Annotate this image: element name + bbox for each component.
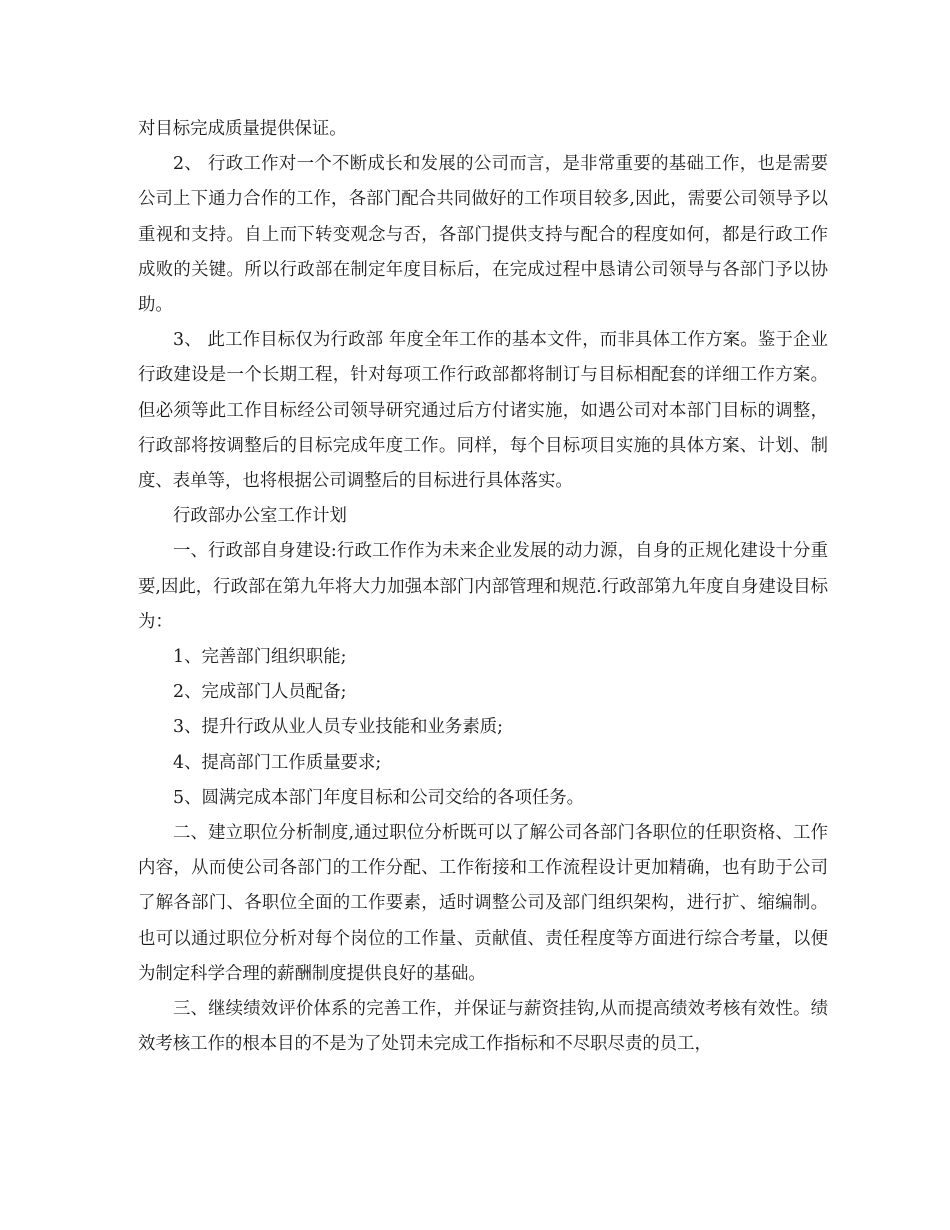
- paragraph-section-1: 一、行政部自身建设:行政工作作为未来企业发展的动力源，自身的正规化建设十分重要,因此，行政部在第九年将大力加强本部门内部管理和规范.行政部第九年度自身建设目标为：: [138, 541, 828, 632]
- paragraph-point-2: 2、 行政工作对一个不断成长和发展的公司而言，是非常重要的基础工作，也是需要公司上下通力合作的工作，各部门配合共同做好的工作项目较多,因此，需要公司领导予以重视和支持。自上而下转变观念与否，各部门提供支持与配合的程度如何，都是行政工作成败的关键。所以行政部在制定年度目标后，在完成过程中恳请公司领导与各部门予以协助。: [138, 154, 828, 316]
- paragraph-section-2: 二、建立职位分析制度,通过职位分析既可以了解公司各部门各职位的任职资格、工作内容，从而使公司各部门的工作分配、工作衔接和工作流程设计更加精确，也有助于公司了解各部门、各职位全面的工作要素，适时调整公司及部门组织架构，进行扩、缩编制。也可以通过职位分析对每个岗位的工作量、贡献值、责任程度等方面进行综合考量，以便为制定科学合理的薪酬制度提供良好的基础。: [138, 823, 828, 984]
- list-item: 2、完成部门人员配备;: [173, 682, 347, 703]
- list-item: 5、圆满完成本部门年度目标和公司交给的各项任务。: [173, 787, 585, 808]
- list-item: 1、完善部门组织职能;: [173, 647, 347, 668]
- section-heading: 行政部办公室工作计划: [173, 506, 347, 527]
- paragraph-section-3: 三、继续绩效评价体系的完善工作，并保证与薪资挂钩,从而提高绩效考核有效性。绩效考核工作的根本目的不是为了处罚未完成工作指标和不尽职尽责的员工，: [138, 999, 828, 1055]
- paragraph-intro-continuation: 对目标完成质量提供保证。: [138, 119, 347, 139]
- paragraph-point-3: 3、 此工作目标仅为行政部 年度全年工作的基本文件，而非具体工作方案。鉴于企业行政建设是一个长期工程，针对每项工作行政部都将制订与目标相配套的详细工作方案。但必须等此工作目标经公司领导研究通过后方付诸实施，如遇公司对本部门目标的调整，行政部将按调整后的目标完成年度工作。同样，每个目标项目实施的具体方案、计划、制度、表单等，也将根据公司调整后的目标进行具体落实。: [138, 330, 828, 492]
- list-item: 4、提高部门工作质量要求;: [173, 752, 382, 773]
- document-body: [138, 112, 828, 1062]
- list-item: 3、提升行政从业人员专业技能和业务素质;: [173, 717, 503, 738]
